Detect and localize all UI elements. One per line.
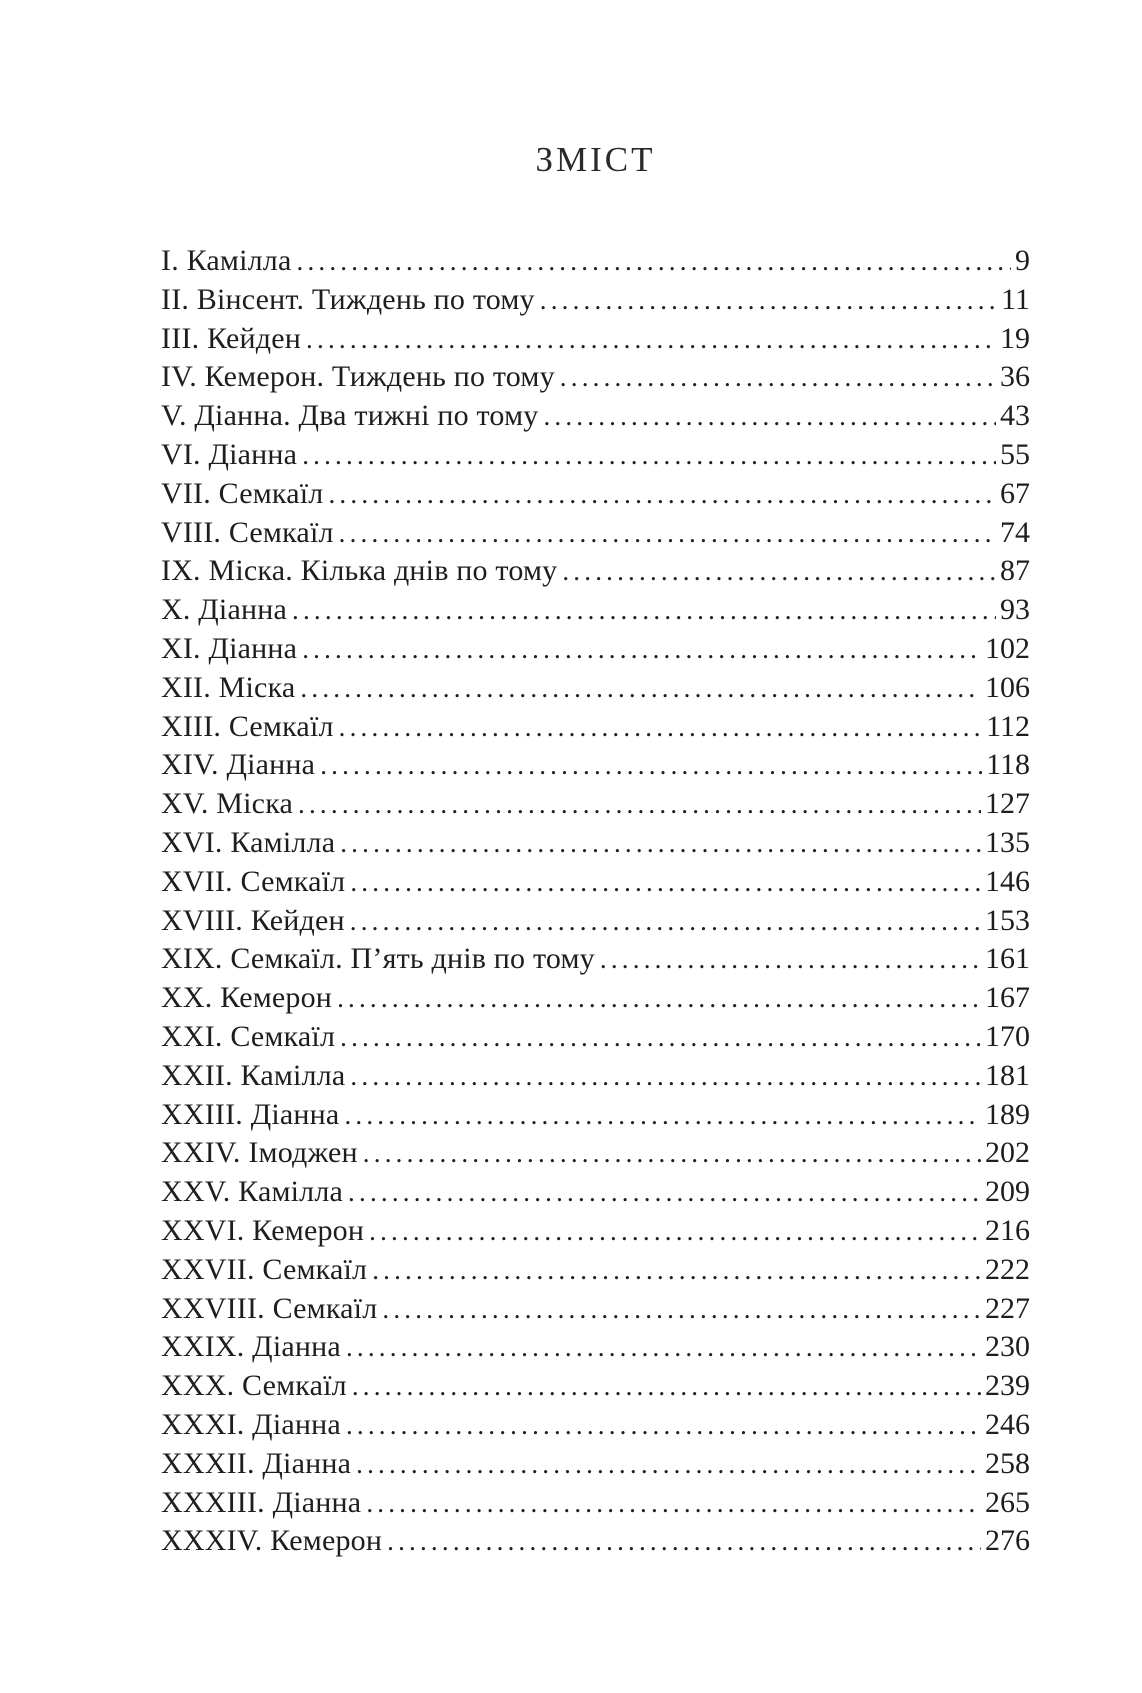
toc-entry-page: 181 <box>985 1058 1030 1092</box>
toc-entry <box>161 514 1030 553</box>
toc-entry <box>161 1251 1030 1290</box>
toc-leader-dots <box>382 1290 981 1329</box>
toc-entry <box>161 1367 1030 1406</box>
toc-entry-page: 106 <box>985 670 1030 704</box>
toc-leader-dots <box>320 746 982 785</box>
contents-title: ЗМІСТ <box>535 140 656 179</box>
toc-entry-page: 135 <box>985 825 1030 859</box>
toc-entry-page: 265 <box>985 1485 1030 1519</box>
toc-entry <box>161 630 1030 669</box>
toc-leader-dots <box>560 358 996 397</box>
toc-entry-page: 216 <box>985 1213 1030 1247</box>
toc-entry <box>161 1018 1030 1057</box>
toc-entry <box>161 1057 1030 1096</box>
toc-entry <box>161 1290 1030 1329</box>
toc-entry-page: 189 <box>985 1097 1030 1131</box>
toc-leader-dots <box>540 281 997 320</box>
toc-entry <box>161 242 1030 281</box>
toc-leader-dots <box>300 669 981 708</box>
toc-entry-label: X. Діанна <box>161 593 288 627</box>
toc-entry-label: XXVI. Кемерон <box>161 1213 365 1247</box>
toc-leader-dots <box>350 863 981 902</box>
toc-leader-dots <box>350 902 981 941</box>
toc-entry <box>161 1445 1030 1484</box>
toc-entry-page: 118 <box>986 748 1030 782</box>
toc-leader-dots <box>340 1018 981 1057</box>
toc-entry-page: 230 <box>985 1330 1030 1364</box>
toc-entry <box>161 552 1030 591</box>
toc-leader-dots <box>387 1522 981 1561</box>
toc-entry <box>161 475 1030 514</box>
toc-leader-dots <box>346 1406 981 1445</box>
toc-entry <box>161 708 1030 747</box>
toc-entry-label: XII. Міска <box>161 670 296 704</box>
toc-leader-dots <box>543 397 996 436</box>
toc-entry <box>161 863 1030 902</box>
toc-entry-page: 153 <box>985 903 1030 937</box>
toc-entry-page: 9 <box>1015 244 1030 277</box>
toc-entry-page: 170 <box>985 1019 1030 1053</box>
toc-list <box>161 242 1030 1561</box>
toc-entry <box>161 358 1030 397</box>
toc-entry <box>161 436 1030 475</box>
toc-entry-page: 87 <box>1000 554 1030 588</box>
toc-leader-dots <box>339 708 982 747</box>
toc-entry-page: 227 <box>985 1291 1030 1325</box>
toc-entry-page: 146 <box>985 864 1030 898</box>
toc-entry-page: 93 <box>1000 593 1030 627</box>
toc-leader-dots <box>298 785 981 824</box>
toc-leader-dots <box>339 514 996 553</box>
toc-entry-label: XXII. Камілла <box>161 1058 346 1092</box>
toc-entry-label: I. Камілла <box>161 244 292 277</box>
toc-entry-page: 202 <box>985 1136 1030 1170</box>
toc-leader-dots <box>363 1134 981 1173</box>
toc-leader-dots <box>302 436 996 475</box>
toc-entry-label: IX. Міска. Кілька днів по тому <box>161 554 558 588</box>
toc-entry-label: XXIV. Імоджен <box>161 1136 358 1170</box>
toc-entry-page: 112 <box>986 709 1030 743</box>
toc-entry <box>161 1328 1030 1367</box>
toc-entry-label: XVII. Семкаїл <box>161 864 346 898</box>
toc-leader-dots <box>369 1212 981 1251</box>
toc-entry-label: XXIII. Діанна <box>161 1097 340 1131</box>
toc-leader-dots <box>302 630 981 669</box>
toc-entry-page: 167 <box>985 981 1030 1015</box>
toc-entry <box>161 281 1030 320</box>
toc-entry-label: XXX. Семкаїл <box>161 1369 347 1403</box>
toc-leader-dots <box>292 591 996 630</box>
toc-entry-label: XXVII. Семкаїл <box>161 1252 368 1286</box>
toc-entry-page: 74 <box>1000 515 1030 549</box>
toc-entry-page: 11 <box>1001 282 1030 316</box>
toc-entry-page: 222 <box>985 1252 1030 1286</box>
toc-entry <box>161 1212 1030 1251</box>
toc-leader-dots <box>372 1251 981 1290</box>
toc-entry-label: XV. Міска <box>161 787 294 821</box>
toc-entry-page: 258 <box>985 1446 1030 1480</box>
toc-entry-page: 246 <box>985 1407 1030 1441</box>
toc-leader-dots <box>340 824 981 863</box>
toc-entry <box>161 669 1030 708</box>
toc-entry <box>161 902 1030 941</box>
toc-entry-page: 161 <box>985 942 1030 976</box>
toc-leader-dots <box>337 979 981 1018</box>
toc-entry-label: XXXI. Діанна <box>161 1407 341 1441</box>
toc-entry-label: XXXIII. Діанна <box>161 1485 362 1519</box>
toc-entry <box>161 979 1030 1018</box>
toc-entry-page: 102 <box>985 631 1030 665</box>
toc-entry-label: IV. Кемерон. Тиждень по тому <box>161 360 555 394</box>
toc-entry-label: VIII. Семкаїл <box>161 515 334 549</box>
toc-leader-dots <box>356 1445 981 1484</box>
toc-leader-dots <box>344 1096 981 1135</box>
toc-entry-label: XXXIV. Кемерон <box>161 1524 383 1558</box>
toc-leader-dots <box>328 475 996 514</box>
toc-leader-dots <box>297 242 1012 281</box>
toc-entry <box>161 785 1030 824</box>
toc-entry-label: III. Кейден <box>161 321 302 355</box>
toc-entry-label: XI. Діанна <box>161 631 298 665</box>
toc-entry <box>161 1134 1030 1173</box>
toc-entry-page: 43 <box>1000 399 1030 433</box>
toc-entry-label: XVIII. Кейден <box>161 903 345 937</box>
toc-entry <box>161 1406 1030 1445</box>
toc-entry-label: XXXII. Діанна <box>161 1446 352 1480</box>
toc-entry-label: XIX. Семкаїл. П’ять днів по тому <box>161 942 595 976</box>
toc-entry-label: VI. Діанна <box>161 437 298 471</box>
toc-entry-label: VII. Семкаїл <box>161 476 324 510</box>
toc-entry-page: 239 <box>985 1369 1030 1403</box>
toc-entry-label: II. Вінсент. Тиждень по тому <box>161 282 535 316</box>
toc-entry <box>161 591 1030 630</box>
toc-entry <box>161 397 1030 436</box>
toc-entry-label: XX. Кемерон <box>161 981 333 1015</box>
toc-entry <box>161 1484 1030 1523</box>
toc-entry-page: 127 <box>985 787 1030 821</box>
toc-entry-label: XIV. Діанна <box>161 748 316 782</box>
toc-entry <box>161 320 1030 359</box>
toc-entry-label: V. Діанна. Два тижні по тому <box>161 399 539 433</box>
toc-leader-dots <box>346 1328 981 1367</box>
toc-entry-label: XIII. Семкаїл <box>161 709 334 743</box>
toc-leader-dots <box>352 1367 981 1406</box>
toc-leader-dots <box>366 1484 981 1523</box>
toc-entry-label: XXI. Семкаїл <box>161 1019 336 1053</box>
toc-entry-page: 36 <box>1000 360 1030 394</box>
toc-entry-label: XXIX. Діанна <box>161 1330 341 1364</box>
toc-entry <box>161 1522 1030 1561</box>
toc-leader-dots <box>350 1057 981 1096</box>
toc-entry <box>161 1096 1030 1135</box>
toc-leader-dots <box>600 940 981 979</box>
toc-entry-label: XXV. Камілла <box>161 1175 344 1209</box>
toc-leader-dots <box>306 320 996 359</box>
toc-entry-page: 276 <box>985 1524 1030 1558</box>
toc-entry <box>161 1173 1030 1212</box>
toc-entry-page: 19 <box>1000 321 1030 355</box>
toc-entry <box>161 746 1030 785</box>
toc-leader-dots <box>348 1173 981 1212</box>
toc-entry-label: XVI. Камілла <box>161 825 336 859</box>
toc-leader-dots <box>562 552 996 591</box>
toc-entry-page: 67 <box>1000 476 1030 510</box>
toc-entry <box>161 940 1030 979</box>
toc-entry-page: 55 <box>1000 437 1030 471</box>
toc-entry-page: 209 <box>985 1175 1030 1209</box>
toc-entry <box>161 824 1030 863</box>
toc-entry-label: XXVIII. Семкаїл <box>161 1291 378 1325</box>
